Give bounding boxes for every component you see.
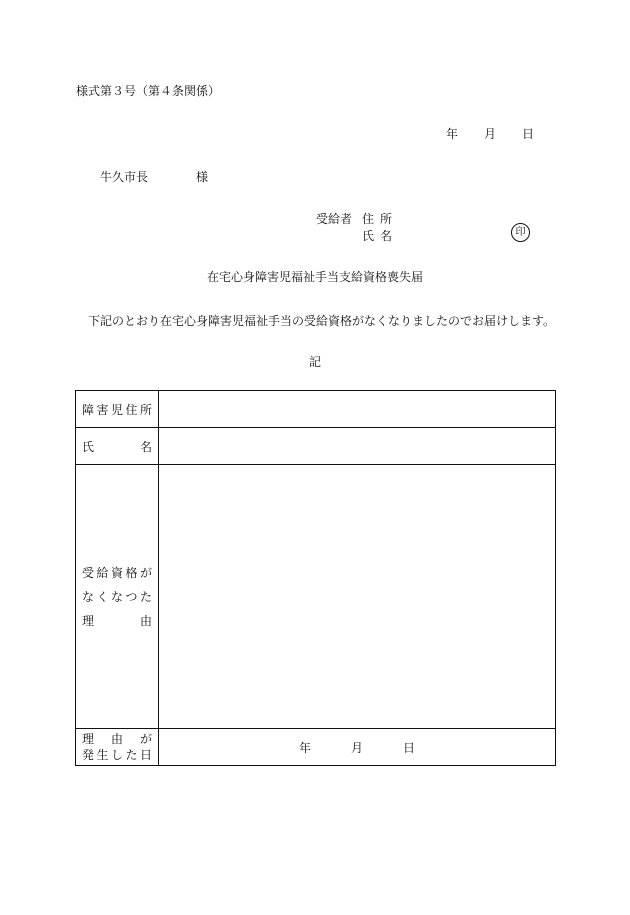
address-label-char: 児 xyxy=(110,402,123,417)
disabled-child-address-label xyxy=(76,391,159,428)
name-label xyxy=(76,428,159,465)
reason-date-label-line xyxy=(82,747,158,763)
name-field[interactable] xyxy=(159,428,556,465)
address-label-char: 害 xyxy=(96,402,109,417)
reason-date-month: 月 xyxy=(350,740,363,755)
reason-date-label-char: が xyxy=(139,732,152,746)
reason-label-char: な xyxy=(82,589,95,604)
reason-date-label-char: 発 xyxy=(82,748,95,762)
reason-label-char: 受 xyxy=(82,565,95,580)
statement-text: 下記のとおり在宅心身障害児福祉手当の受給資格がなくなりましたのでお届けします。 xyxy=(88,314,556,328)
reason-date-label-char: 理 xyxy=(82,732,95,746)
table-row-name xyxy=(76,428,556,465)
form-number: 様式第３号（第４条関係） xyxy=(76,84,221,98)
name-label-char: 名 xyxy=(139,439,152,454)
reason-date-label-char: 生 xyxy=(96,748,109,762)
recipient-name-label: 氏名 xyxy=(362,229,399,243)
reason-label-char: た xyxy=(139,589,152,604)
reason-label-char: 給 xyxy=(96,565,109,580)
reason-label-char: 格 xyxy=(125,565,138,580)
reason-date-label xyxy=(76,729,159,766)
table-row-date xyxy=(76,729,556,766)
ki-label: 記 xyxy=(308,355,321,369)
recipient-label: 受給者 xyxy=(316,212,353,226)
reason-date-field[interactable] xyxy=(159,729,556,766)
reason-field[interactable] xyxy=(159,465,556,729)
address-label-char: 住 xyxy=(125,402,138,417)
reason-date-label-char: 日 xyxy=(139,748,152,762)
submission-date xyxy=(446,125,534,142)
addressee xyxy=(100,168,208,185)
name-label-char: 氏 xyxy=(82,439,95,454)
seal-mark: 印 xyxy=(511,223,530,242)
reason-label-char: 理 xyxy=(82,613,95,628)
address-label-char: 障 xyxy=(82,402,95,417)
address-label-char: 所 xyxy=(139,402,152,417)
year-label: 年 xyxy=(446,127,459,141)
day-label: 日 xyxy=(522,127,535,141)
reason-label-char: く xyxy=(96,589,109,604)
reason-label-char: 資 xyxy=(110,565,123,580)
reason-label-char: つ xyxy=(125,589,138,604)
reason-label-char: な xyxy=(110,589,123,604)
reason-label-line xyxy=(82,561,158,585)
reason-label-line xyxy=(82,609,158,633)
table-row-reason xyxy=(76,465,556,729)
reason-label-char: 由 xyxy=(139,613,152,628)
reason-date-day: 日 xyxy=(403,740,416,755)
document-title: 在宅心身障害児福祉手当支給資格喪失届 xyxy=(206,270,423,284)
recipient-address-label: 住所 xyxy=(362,212,399,226)
reason-label-char: が xyxy=(139,565,152,580)
reason-label-line xyxy=(82,585,158,609)
reason-date-label-char: 由 xyxy=(110,732,123,746)
addressee-name: 牛久市長 xyxy=(100,170,149,184)
reason-date-year: 年 xyxy=(298,740,311,755)
reason-date-label-char: し xyxy=(110,748,123,762)
reason-date-label-line xyxy=(82,731,158,747)
disabled-child-address-field[interactable] xyxy=(159,391,556,428)
record-table xyxy=(75,390,556,766)
reason-label xyxy=(76,465,159,729)
month-label: 月 xyxy=(484,127,497,141)
reason-date-label-char: た xyxy=(125,748,138,762)
table-row-address xyxy=(76,391,556,428)
addressee-honorific: 様 xyxy=(196,170,209,184)
